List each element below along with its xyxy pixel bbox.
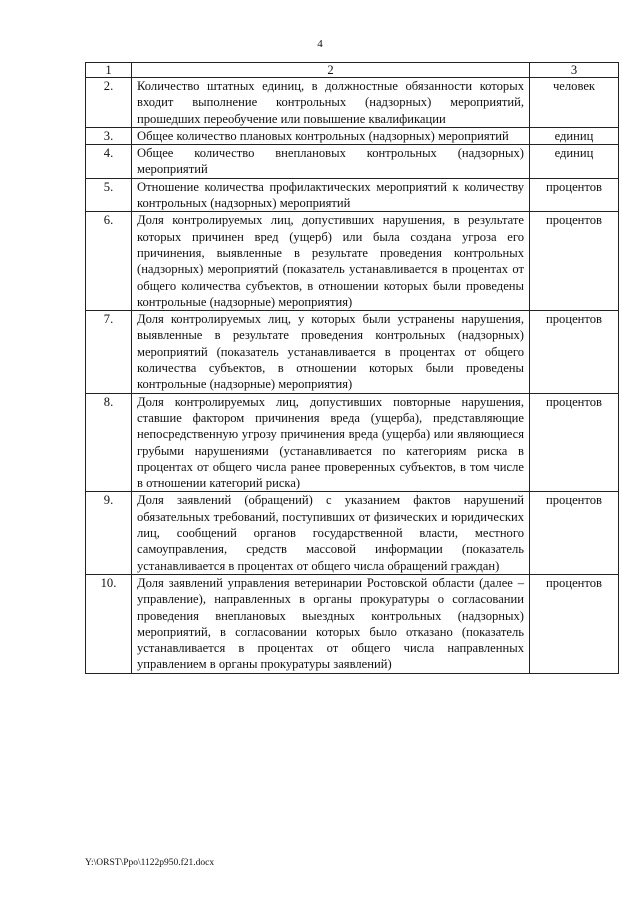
- row-number: 9.: [86, 492, 132, 574]
- row-number: 7.: [86, 311, 132, 393]
- row-unit: единиц: [530, 145, 619, 179]
- page-number: 4: [317, 38, 323, 50]
- row-unit: процентов: [530, 574, 619, 673]
- table-row: [86, 78, 619, 128]
- row-number: 5.: [86, 178, 132, 212]
- table-row: [86, 127, 619, 144]
- row-unit: процентов: [530, 212, 619, 311]
- row-number: 8.: [86, 393, 132, 492]
- table-row: [86, 178, 619, 212]
- row-unit: единиц: [530, 127, 619, 144]
- header-col-3: 3: [530, 63, 619, 78]
- table-row: [86, 145, 619, 179]
- table-row: [86, 492, 619, 574]
- row-unit: процентов: [530, 178, 619, 212]
- row-description: Количество штатных единиц, в должностные обязанности которых входит выполнение контрольных (надзорных) мероприятий, прошедших переобучение или повышение квалификации: [132, 78, 530, 128]
- row-number: 6.: [86, 212, 132, 311]
- row-description: Доля контролируемых лиц, у которых были устранены нарушения, выявленные в результате проведения контрольных (надзорных) мероприятий (показатель устанавливается в процентах от общего количества субъектов, в отношении которых были проведены контрольные (надзорные) мероприятия): [132, 311, 530, 393]
- table-row: [86, 311, 619, 393]
- header-col-2: 2: [132, 63, 530, 78]
- row-description: Доля контролируемых лиц, допустивших нарушения, в результате которых причинен вред (ущерб) или была создана угроза его причинения, выявленные в результате проведения контрольных (надзорных) мероприятий (показатель устанавливается в процентах от общего количества субъектов, в отношении которых были проведены контрольные (надзорные) мероприятия): [132, 212, 530, 311]
- row-description: Доля заявлений управления ветеринарии Ростовской области (далее – управление), направленных в органы прокуратуры о согласовании проведения внеплановых выездных контрольных (надзорных) мероприятий, в согласовании которых было отказано (показатель устанавливается в процентах от общего числа направленных управлением в органы прокуратуры заявлений): [132, 574, 530, 673]
- row-description: Общее количество плановых контрольных (надзорных) мероприятий: [132, 127, 530, 144]
- row-number: 10.: [86, 574, 132, 673]
- indicators-table: [85, 62, 619, 674]
- row-unit: процентов: [530, 492, 619, 574]
- row-description: Общее количество внеплановых контрольных (надзорных) мероприятий: [132, 145, 530, 179]
- row-description: Доля заявлений (обращений) с указанием фактов нарушений обязательных требований, поступивших от физических и юридических лиц, сообщений органов государственной власти, местного самоуправления, средств массовой информации (показатель устанавливается в процентах от общего числа обращений граждан): [132, 492, 530, 574]
- row-description: Доля контролируемых лиц, допустивших повторные нарушения, ставшие фактором причинения вреда (ущерба), представляющие непосредственную угрозу причинения вреда (ущерба) или являющиеся грубыми нарушениями (устанавливается по категориям риска в процентах от общего числа ранее проверенных субъектов, в том числе в отношении категорий риска): [132, 393, 530, 492]
- table-row: [86, 393, 619, 492]
- table-row: [86, 212, 619, 311]
- table-header-row: [86, 63, 619, 78]
- row-unit: человек: [530, 78, 619, 128]
- row-number: 2.: [86, 78, 132, 128]
- table-row: [86, 574, 619, 673]
- header-col-1: 1: [86, 63, 132, 78]
- row-unit: процентов: [530, 393, 619, 492]
- footer-file-path: Y:\ORST\Ppo\1122p950.f21.docx: [85, 858, 215, 868]
- row-number: 3.: [86, 127, 132, 144]
- row-number: 4.: [86, 145, 132, 179]
- row-unit: процентов: [530, 311, 619, 393]
- row-description: Отношение количества профилактических мероприятий к количеству контрольных (надзорных) мероприятий: [132, 178, 530, 212]
